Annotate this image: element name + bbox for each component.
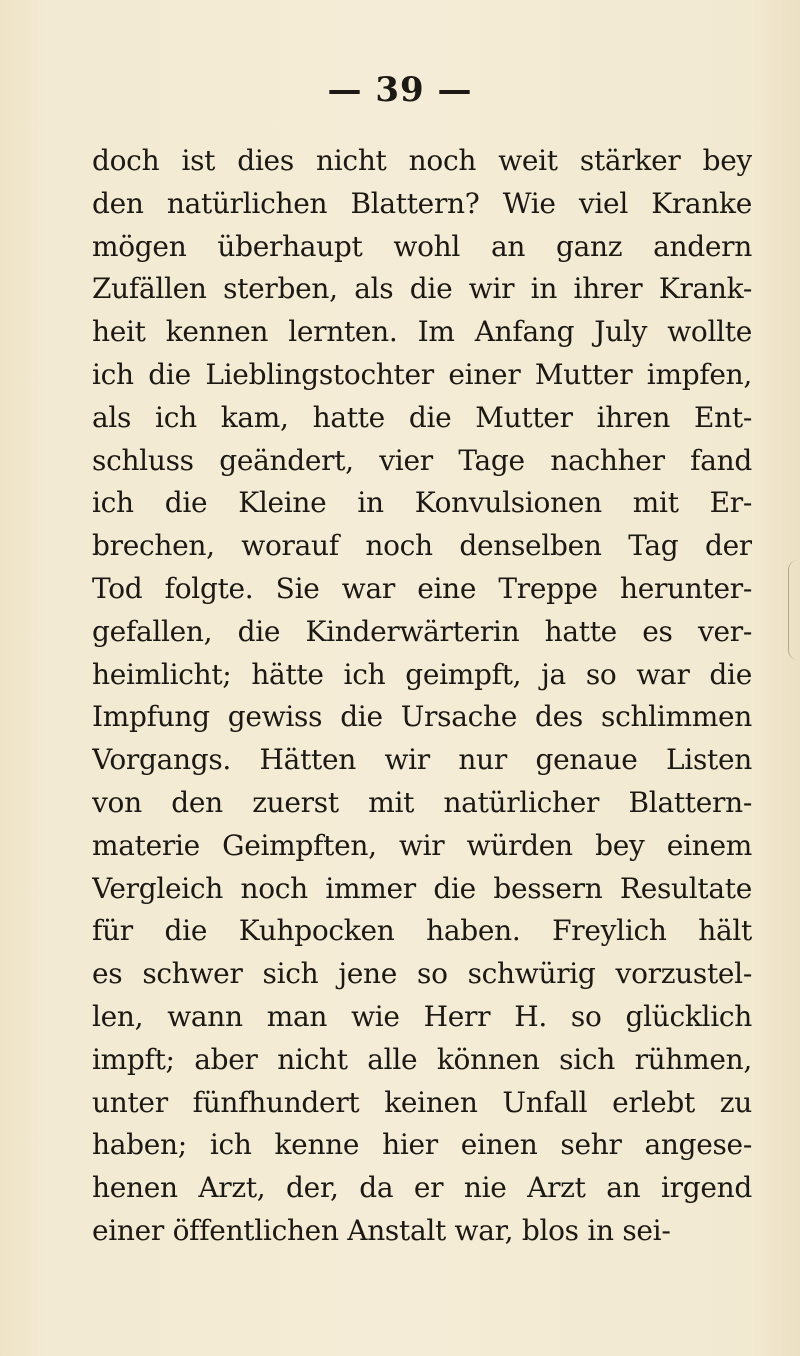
text-line: heit kennen lernten. Im Anfang July wollte [92, 315, 752, 349]
text-line: gefallen, die Kinderwärterin hatte es ver- [92, 614, 752, 648]
text-line: materie Geimpften, wir würden bey einem [92, 828, 752, 862]
text-line: brechen, worauf noch denselben Tag der [92, 529, 752, 563]
text-line: den natürlichen Blattern? Wie viel Kranke [92, 186, 752, 220]
text-line: len, wann man wie Herr H. so glücklich [92, 999, 752, 1033]
text-line: heimlicht; hätte ich geimpft, ja so war die [92, 657, 752, 691]
text-line: henen Arzt, der, da er nie Arzt an irgend [92, 1171, 752, 1205]
text-line: einer öffentlichen Anstalt war, blos in sei- [92, 1213, 671, 1247]
text-line: Tod folgte. Sie war eine Treppe herunter- [92, 571, 752, 605]
text-line: Zufällen sterben, als die wir in ihrer Krank- [92, 272, 752, 306]
text-line: von den zuerst mit natürlicher Blattern- [92, 785, 752, 819]
text-line: schluss geändert, vier Tage nachher fand [92, 443, 752, 477]
text-line: unter fünfhundert keinen Unfall erlebt zu [92, 1085, 752, 1119]
text-line: haben; ich kenne hier einen sehr angese- [92, 1128, 752, 1162]
text-line: Vergleich noch immer die bessern Resultate [92, 871, 752, 905]
text-line: ich die Lieblingstochter einer Mutter impfen, [92, 357, 752, 391]
text-line: für die Kuhpocken haben. Freylich hält [92, 914, 752, 948]
body-text [92, 140, 752, 1253]
text-line: mögen überhaupt wohl an ganz andern [92, 229, 752, 263]
text-line: Vorgangs. Hätten wir nur genaue Listen [92, 743, 752, 777]
text-line: doch ist dies nicht noch weit stärker bey [92, 144, 752, 177]
page-number: — 39 — [327, 70, 473, 110]
text-line: ich die Kleine in Konvulsionen mit Er- [92, 486, 752, 520]
text-line: als ich kam, hatte die Mutter ihren Ent- [92, 400, 752, 434]
text-line: Impfung gewiss die Ursache des schlimmen [92, 700, 752, 734]
text-line: impft; aber nicht alle können sich rühmen, [92, 1042, 752, 1076]
text-line: es schwer sich jene so schwürig vorzustel- [92, 957, 752, 991]
page-edge-mark [788, 560, 799, 660]
